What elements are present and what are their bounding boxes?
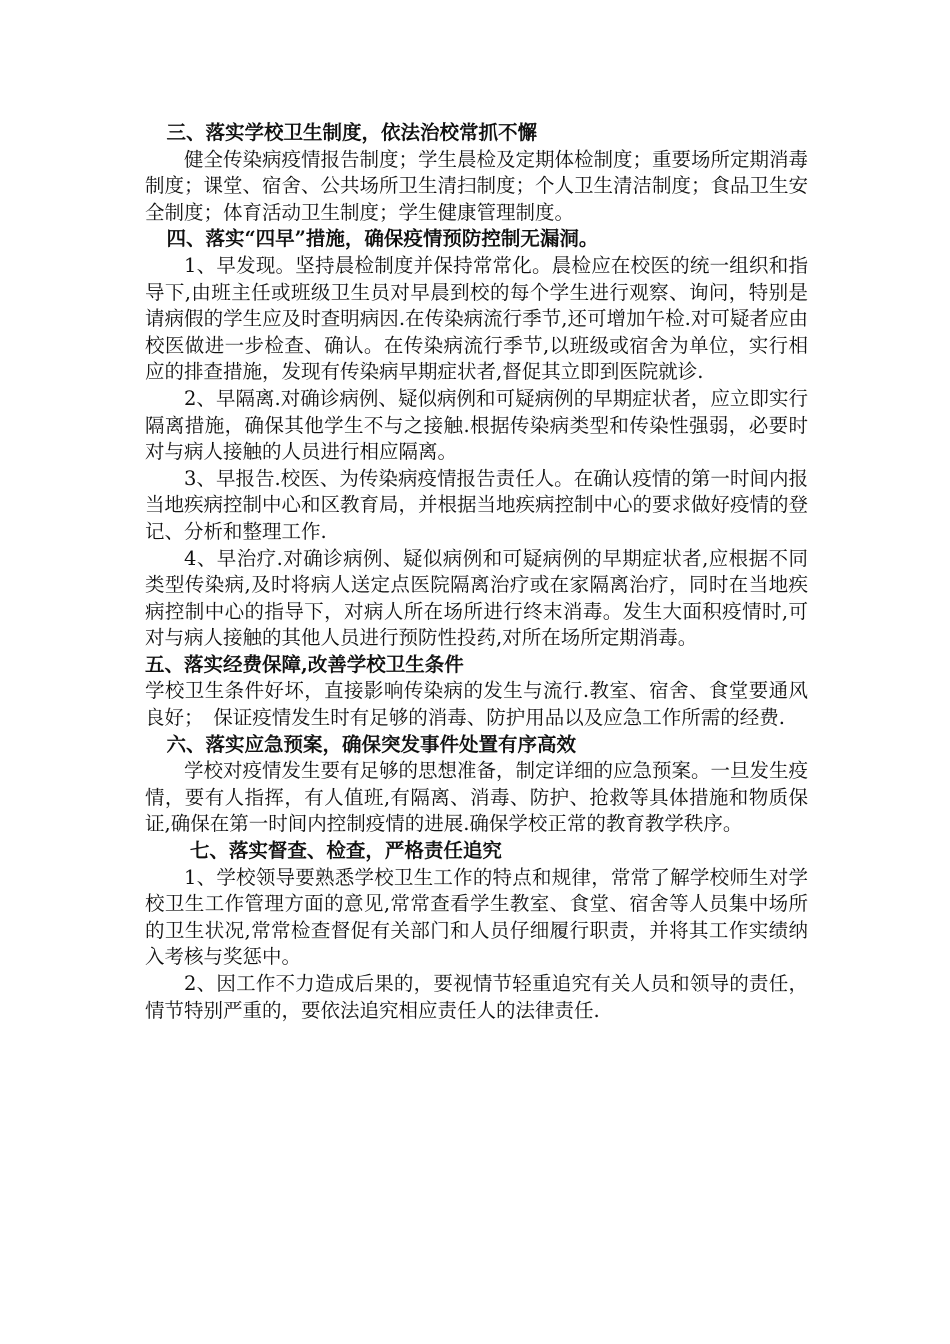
section-heading-6: 六、落实应急预案，确保突发事件处置有序高效 (166, 732, 576, 756)
paragraph: 2、早隔离.对确诊病例、疑似病例和可疑病例的早期症状者，应立即实行隔离措施，确保其他学生不与之接触.根据传染病类型和传染性强弱，必要时对与病人接触的人员进行相应隔离。 (145, 386, 808, 464)
paragraph: 3、早报告.校医、为传染病疫情报告责任人。在确认疫情的第一时间内报当地疾病控制中心和区教育局，并根据当地疾病控制中心的要求做好疫情的登记、分析和整理工作. (145, 466, 809, 543)
paragraph: 健全传染病疫情报告制度；学生晨检及定期体检制度；重要场所定期消毒制度；课堂、宿舍、公共场所卫生清扫制度；个人卫生清洁制度；食品卫生安全制度；体育活动卫生制度；学生健康管理制度。 (145, 147, 809, 224)
section-heading-5: 五、落实经费保障,改善学校卫生条件 (145, 652, 464, 676)
paragraph: 学校对疫情发生要有足够的思想准备，制定详细的应急预案。一旦发生疫情，要有人指挥，有人值班,有隔离、消毒、防护、抢救等具体措施和物质保证,确保在第一时间内控制疫情的进展.确保学校正常的教育教学秩序。 (145, 759, 809, 836)
paragraph: 学校卫生条件好坏，直接影响传染病的发生与流行.教室、宿舍、食堂要通风良好； 保证疫情发生时有足够的消毒、防护用品以及应急工作所需的经费. (145, 679, 808, 730)
section-heading-4: 四、落实“四早”措施，确保疫情预防控制无漏洞。 (166, 227, 599, 251)
section-heading-3: 三、落实学校卫生制度，依法治校常抓不懈 (166, 121, 537, 144)
paragraph: 1、学校领导要熟悉学校卫生工作的特点和规律，常常了解学校师生对学校卫生工作管理方面的意见,常常查看学生教室、食堂、宿舍等人员集中场所的卫生状况,常常检查督促有关部门和人员仔细履行职责，并将其工作实绩纳入考核与奖惩中。 (145, 865, 808, 969)
paragraph: 4、早治疗.对确诊病例、疑似病例和可疑病例的早期症状者,应根据不同类型传染病,及时将病人送定点医院隔离治疗或在家隔离治疗，同时在当地疾病控制中心的指导下，对病人所在场所进行终末消毒。发生大面积疫情时,可对与病人接触的其他人员进行预防性投药,对所在场所定期消毒。 (145, 546, 808, 650)
document-body (145, 120, 808, 1024)
paragraph: 1、早发现。坚持晨检制度并保持常常化。晨检应在校医的统一组织和指导下,由班主任或班级卫生员对早晨到校的每个学生进行观察、询问，特别是请病假的学生应及时查明病因.在传染病流行季节,还可增加午检.对可疑者应由校医做进一步检查、确认。在传染病流行季节,以班级或宿舍为单位，实行相应的排查措施，发现有传染病早期症状者,督促其立即到医院就诊. (145, 253, 808, 384)
section-heading-7: 七、落实督查、检查，严格责任追究 (189, 839, 502, 863)
paragraph: 2、因工作不力造成后果的，要视情节轻重追究有关人员和领导的责任，情节特别严重的，要依法追究相应责任人的法律责任. (145, 972, 808, 1022)
